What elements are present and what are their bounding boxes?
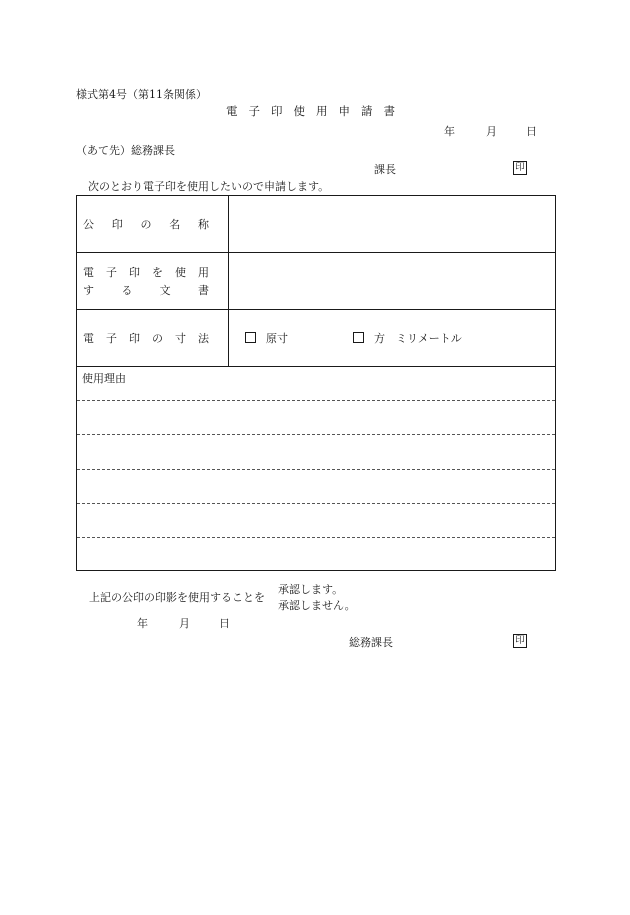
reason-label: 使用理由 [82,372,126,385]
document-label-char: 子 [106,266,117,279]
reason-line-1 [77,400,555,401]
size-label-char: 電 [83,332,94,345]
approval-year-label: 年 [137,617,148,630]
table-row-seal-name [77,196,556,253]
seal-name-label-char: 称 [198,218,209,231]
custom-size-label: 方 ミリメートル [374,332,462,345]
size-label-char: 寸 [175,332,186,345]
approve-option: 承認します。 [278,583,344,596]
document-label-char: す [83,284,94,297]
date-year-label: 年 [444,125,455,138]
size-label-char: の [152,332,163,345]
seal-mark-approver: 印 [513,634,527,648]
applicant-role: 課長 [374,163,396,176]
document-label [77,253,229,310]
document-label-char: る [121,284,133,297]
reject-option: 承認しません。 [278,599,356,612]
document-label-char: 文 [159,284,171,297]
approver-title: 総務課長 [349,636,393,649]
date-month-label: 月 [486,125,497,138]
date-day-label: 日 [526,125,537,138]
document-label-char: を [152,266,163,279]
original-size-checkbox[interactable] [245,332,256,343]
document-label-char: 書 [197,284,209,297]
reason-line-2 [77,434,555,435]
approval-date [137,615,230,631]
seal-name-label-char: 印 [111,218,123,231]
size-label-char: 子 [106,332,117,345]
size-label-char: 印 [129,332,140,345]
size-options [229,310,556,367]
reason-section[interactable] [77,367,556,571]
addressee: （あて先）総務課長 [76,144,175,157]
seal-mark-applicant: 印 [513,161,527,175]
size-label [77,310,229,367]
seal-name-label [77,196,229,253]
approval-month-label: 月 [179,617,190,630]
document-label-char: 用 [198,266,209,279]
document-label-char: 電 [83,266,94,279]
approval-lead: 上記の公印の印影を使用することを [89,591,265,604]
intro-text: 次のとおり電子印を使用したいので申請します。 [88,180,330,193]
reason-line-4 [77,503,555,504]
table-row-document [77,253,556,310]
approval-day-label: 日 [219,617,230,630]
document-field[interactable] [229,253,556,310]
table-row-size [77,310,556,367]
document-label-char: 使 [175,266,186,279]
size-label-char: 法 [198,332,209,345]
reason-line-5 [77,537,555,538]
reason-line-3 [77,469,555,470]
seal-name-label-char: 名 [169,218,181,231]
document-label-char: 印 [129,266,140,279]
table-row-reason [77,367,556,571]
seal-name-label-char: の [140,218,152,231]
custom-size-checkbox[interactable] [353,332,364,343]
style-number: 様式第4号（第11条関係） [76,88,207,101]
application-date [444,123,537,139]
original-size-label: 原寸 [266,332,288,345]
document-title: 電子印使用申請書 [226,104,406,118]
application-table [76,195,556,571]
seal-name-field[interactable] [229,196,556,253]
seal-name-label-char: 公 [83,218,94,231]
